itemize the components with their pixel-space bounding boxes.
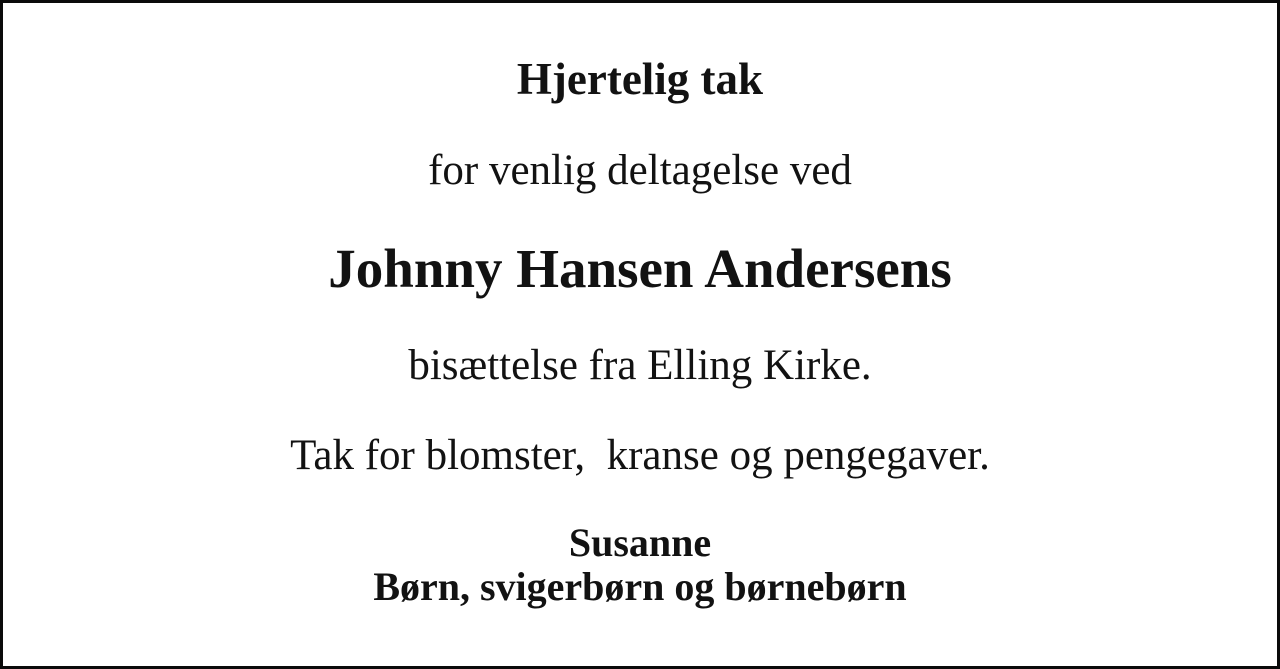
notice-title: Hjertelig tak [516, 54, 764, 104]
ceremony-line: bisættelse fra Elling Kirke. [408, 342, 872, 390]
notice-intro-line: for venlig deltagelse ved [428, 146, 852, 194]
deceased-name: Johnny Hansen Andersens [328, 237, 952, 299]
signature-block [373, 521, 906, 609]
signature-name: Susanne [568, 519, 712, 565]
signature-family: Børn, svigerbørn og børnebørn [373, 563, 907, 609]
thanks-line: Tak for blomster, kranse og pengegaver. [290, 431, 990, 479]
